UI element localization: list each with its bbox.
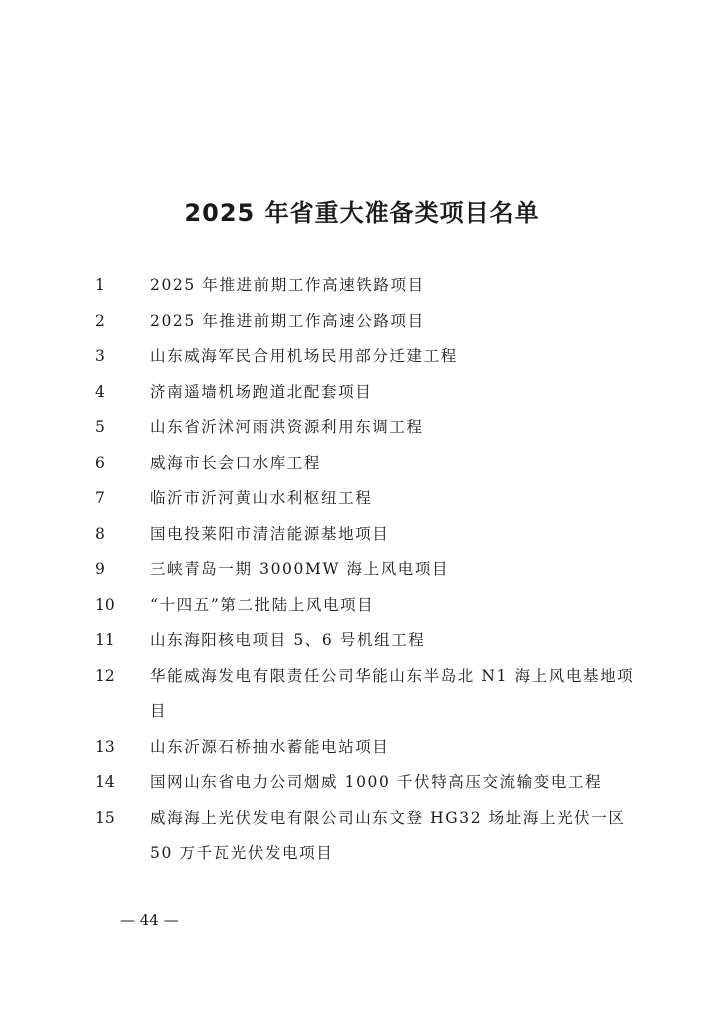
project-list [0, 268, 724, 872]
item-number: 5 [95, 418, 105, 436]
item-number: 9 [95, 560, 105, 578]
list-item [0, 446, 724, 482]
item-number: 11 [95, 631, 115, 649]
item-text: 华能威海发电有限责任公司华能山东半岛北 N1 海上风电基地项目 [150, 666, 635, 720]
item-text: 国电投莱阳市清洁能源基地项目 [150, 524, 390, 543]
list-item [0, 588, 724, 624]
item-text: 济南遥墙机场跑道北配套项目 [150, 382, 373, 401]
item-number: 7 [95, 489, 105, 507]
item-number: 8 [95, 524, 105, 543]
item-number: 1 [95, 276, 105, 294]
item-text: 山东威海军民合用机场民用部分迁建工程 [150, 347, 458, 365]
list-item [0, 375, 724, 411]
list-item [0, 481, 724, 517]
item-text: “十四五”第二批陆上风电项目 [150, 595, 375, 614]
list-item [0, 765, 724, 801]
item-text: 山东海阳核电项目 5、6 号机组工程 [150, 631, 426, 649]
list-item [0, 623, 724, 659]
item-number: 3 [95, 347, 105, 365]
list-item [0, 339, 724, 375]
item-text: 2025 年推进前期工作高速公路项目 [150, 311, 425, 330]
item-text: 威海海上光伏发电有限公司山东文登 HG32 场址海上光伏一区 50 万千瓦光伏发电项目 [150, 808, 626, 862]
item-number: 12 [95, 666, 115, 685]
item-text: 2025 年推进前期工作高速铁路项目 [150, 276, 425, 294]
list-item [0, 517, 724, 553]
item-number: 6 [95, 453, 105, 472]
page-number: — 44 — [120, 911, 179, 929]
list-item [0, 410, 724, 446]
item-text: 山东沂源石桥抽水蓄能电站项目 [150, 737, 390, 756]
item-number: 10 [95, 595, 115, 614]
list-item [0, 659, 724, 730]
list-item [0, 552, 724, 588]
item-text: 国网山东省电力公司烟威 1000 千伏特高压交流输变电工程 [150, 773, 603, 791]
list-item [0, 730, 724, 766]
item-number: 4 [95, 382, 105, 401]
item-text: 临沂市沂河黄山水利枢纽工程 [150, 489, 373, 507]
item-text: 三峡青岛一期 3000MW 海上风电项目 [150, 560, 450, 578]
list-item [0, 268, 724, 304]
item-number: 14 [95, 773, 115, 791]
item-number: 15 [95, 808, 115, 827]
item-text: 山东省沂沭河雨洪资源利用东调工程 [150, 418, 424, 436]
list-item [0, 801, 724, 872]
item-number: 2 [95, 311, 105, 330]
item-number: 13 [95, 737, 115, 756]
list-item [0, 304, 724, 340]
item-text: 威海市长会口水库工程 [150, 453, 322, 472]
page-title: 2025 年省重大准备类项目名单 [184, 199, 540, 227]
